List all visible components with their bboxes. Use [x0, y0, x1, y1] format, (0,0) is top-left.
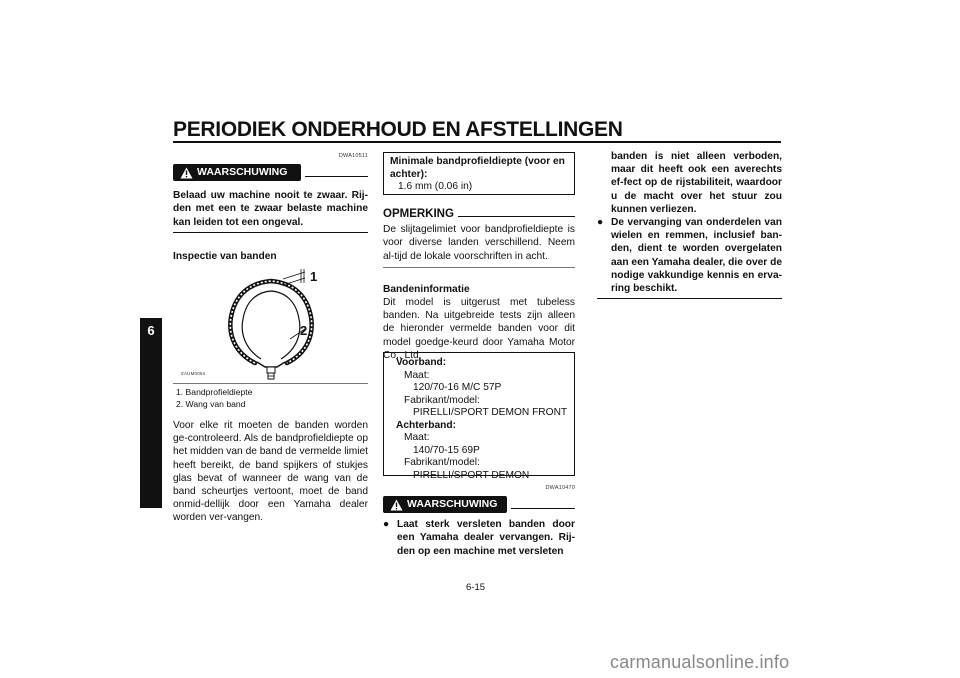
column-1: [173, 150, 368, 525]
warning-end-rule: [597, 298, 782, 299]
column-2-warning: [383, 482, 575, 558]
warning-code: DWA10470: [545, 485, 575, 491]
note-rule: [458, 216, 575, 217]
figure-image-code: ZAUM0054: [181, 371, 206, 377]
legend-item: 2. Wang van band: [176, 399, 246, 410]
page-number: 6-15: [466, 582, 486, 593]
rear-model-value: PIRELLI/SPORT DEMON: [413, 469, 530, 481]
warning-text: Belaad uw machine nooit te zwaar. Rij-den met een te zwaar belaste machine kan leiden tot een ongeval.: [173, 190, 368, 228]
note-end-rule: [383, 267, 575, 268]
warning-label: WAARSCHUWING: [407, 498, 498, 511]
warning-bullet-text: De vervanging van onderdelen van wielen en remmen, inclusief ban-den, dient te worden overgelaten aan een Yamaha dealer, die over de nodige vakkundige kennis en erva-ring beschikt.: [611, 217, 782, 295]
warning-bullet-continued: banden is niet alleen verboden, maar dit heeft ook een averechts ef-fect op de rijstabiliteit, waardoor u de macht over het stuur zou kunnen verliezen.: [611, 151, 782, 215]
warning-code: DWA10511: [338, 153, 368, 159]
note-text: De slijtagelimiet voor bandprofieldiepte is voor diverse landen verschillend. Neem al-tijd de lokale voorschriften in acht.: [383, 224, 575, 262]
warning-header: [383, 496, 575, 513]
tire-spec-box: [383, 352, 575, 481]
section-heading: Inspectie van banden: [173, 250, 277, 262]
warning-end-rule: [173, 232, 368, 233]
min-tread-title: Minimale bandprofieldiepte (voor en achter):: [390, 156, 565, 180]
tire-info-heading: Bandeninformatie: [383, 283, 470, 295]
legend-item: 1. Bandprofieldiepte: [176, 387, 253, 398]
front-model-value: PIRELLI/SPORT DEMON FRONT: [413, 407, 568, 418]
figure-legend: [173, 386, 368, 410]
figure-callout-2: 2: [300, 323, 308, 339]
column-2: [383, 208, 575, 362]
tire-cross-section-illustration: [173, 267, 368, 383]
watermark[interactable]: carmanualsonline.info: [610, 652, 790, 672]
min-tread-depth-box: [383, 152, 575, 195]
min-tread-value: 1.6 mm (0.06 in): [398, 181, 473, 192]
note-header: [383, 208, 575, 221]
tire-info-text: Dit model is uitgerust met tubeless banden. Na uitgebreide tests zijn alleen de hieronder vermelde banden voor dit model goedge-keurd door Yamaha Motor Co., Ltd.: [383, 297, 575, 361]
chapter-tab-number: 6: [147, 323, 155, 338]
warning-bullet: [597, 216, 782, 295]
inspection-body-text: Voor elke rit moeten de banden worden ge-controleerd. Als de bandprofieldiepte op het midden van de band de vermelde limiet heeft bereikt, de band spijkers of stukjes glas bevat of wanneer de wang van de band scheurtjes vertoont, moet de band onmid-dellijk door een Yamaha dealer worden ver-vangen.: [173, 420, 368, 524]
warning-triangle-icon: [390, 499, 403, 511]
rear-tire-label: Achterband:: [396, 419, 456, 431]
warning-badge: [173, 164, 301, 181]
bullet-dot-icon: ●: [383, 519, 390, 531]
figure-callout-1: 1: [310, 269, 318, 285]
figure-rule: [173, 383, 368, 384]
column-3: [597, 150, 782, 299]
warning-rule: [305, 176, 368, 177]
tire-figure: [173, 267, 368, 383]
rear-maker-label: Fabrikant/model:: [404, 457, 480, 468]
warning-bullet-text: Laat sterk versleten banden door een Yamaha dealer vervangen. Rij-den op een machine met versleten: [397, 519, 575, 557]
warning-triangle-icon: [180, 167, 193, 179]
rear-size-label: Maat:: [404, 432, 430, 443]
page-title: PERIODIEK ONDERHOUD EN AFSTELLINGEN: [173, 118, 623, 141]
warning-label: WAARSCHUWING: [197, 166, 288, 179]
rear-size-value: 140/70-15 69P: [413, 444, 480, 456]
chapter-tab: [140, 318, 162, 508]
title-underline: [173, 141, 781, 143]
warning-header: [173, 164, 368, 181]
warning-bullet: [383, 518, 575, 558]
note-label: OPMERKING: [383, 208, 454, 220]
front-size-label: Maat:: [404, 369, 430, 381]
warning-rule: [511, 508, 575, 509]
front-maker-label: Fabrikant/model:: [404, 394, 480, 406]
front-size-value: 120/70-16 M/C 57P: [413, 382, 502, 393]
bullet-dot-icon: ●: [597, 217, 604, 229]
warning-badge: [383, 496, 507, 513]
front-tire-label: Voorband:: [396, 357, 447, 368]
